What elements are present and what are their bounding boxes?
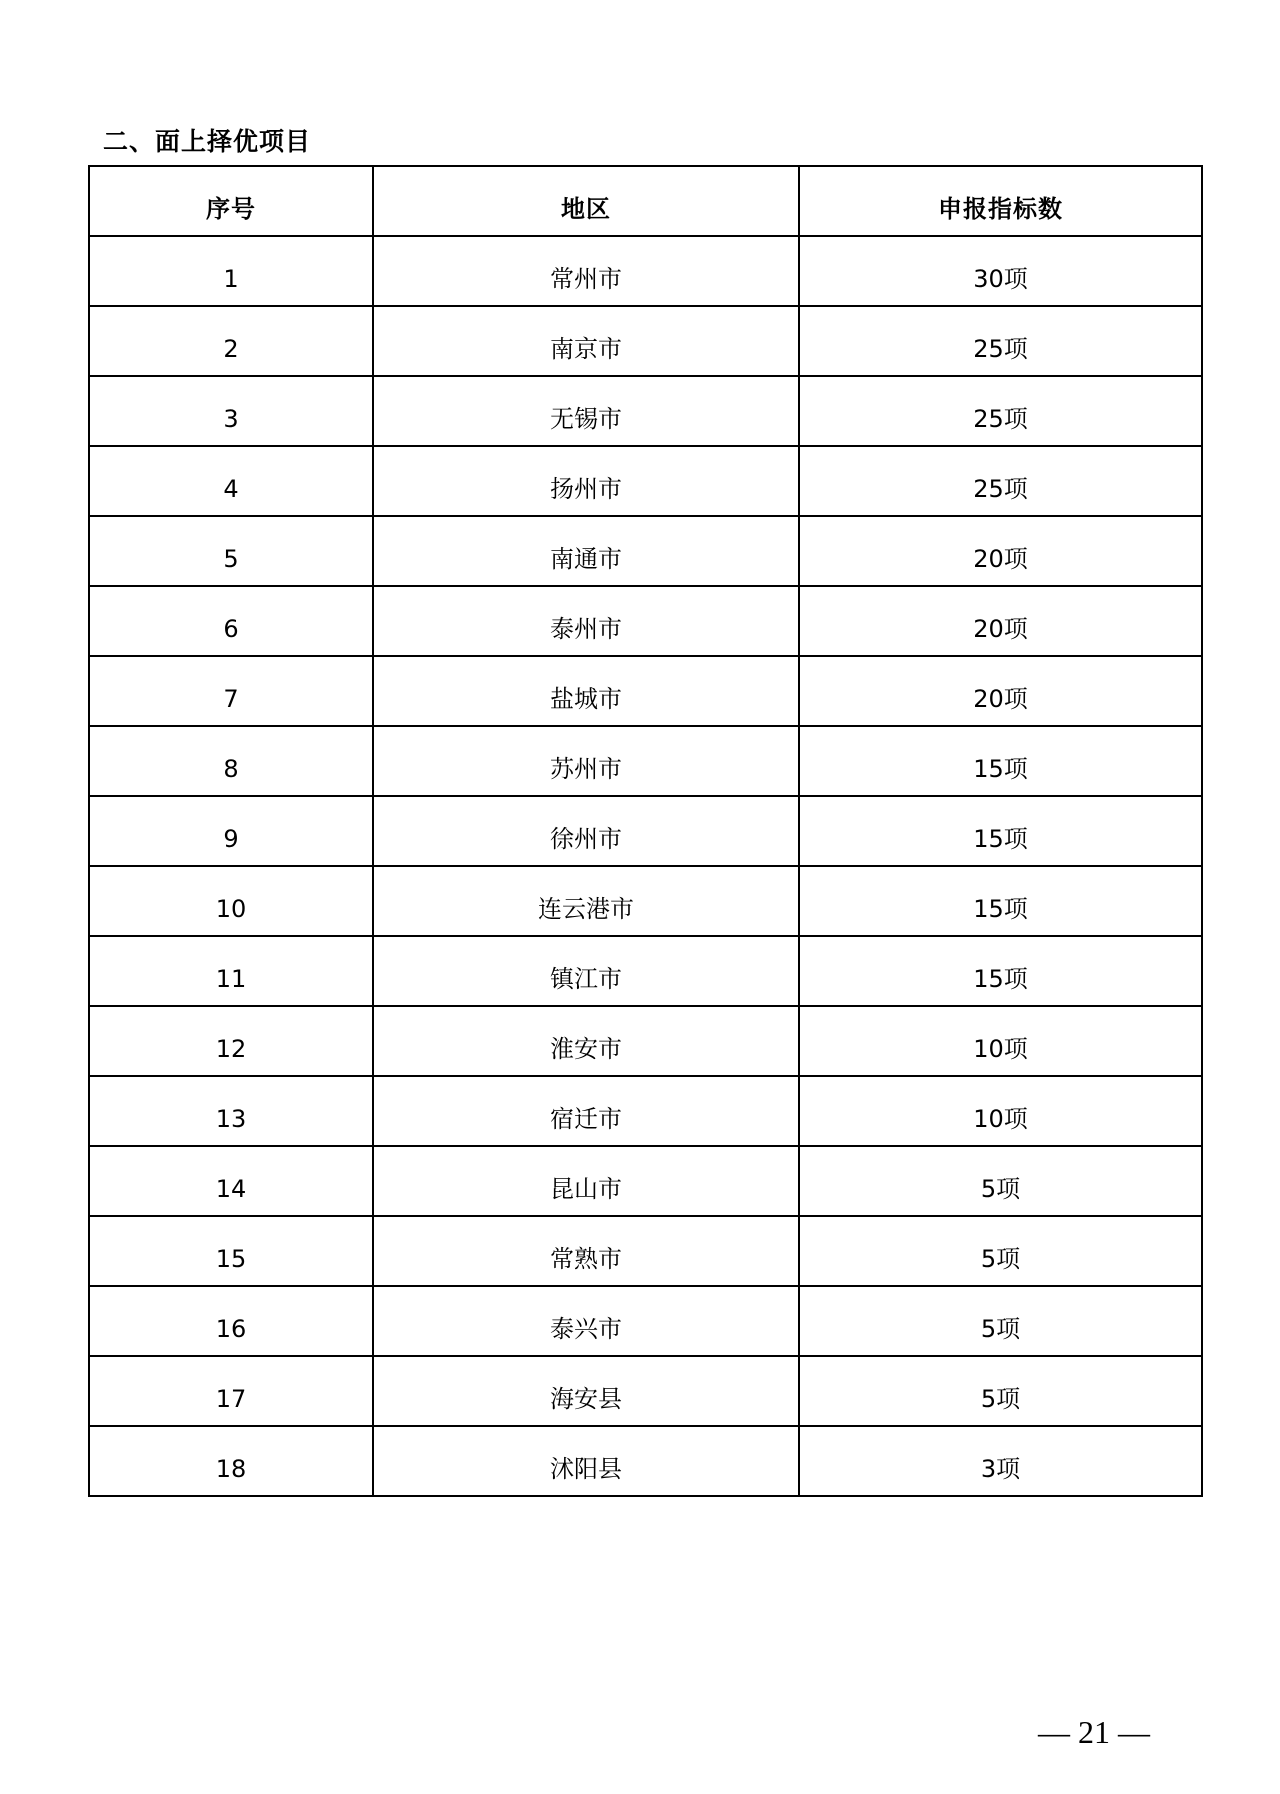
cell-region: 徐州市 (373, 796, 799, 866)
cell-quota: 25项 (799, 306, 1202, 376)
table-row (89, 516, 1202, 586)
header-region: 地区 (373, 166, 799, 236)
cell-region: 盐城市 (373, 656, 799, 726)
cell-quota: 15项 (799, 936, 1202, 1006)
cell-region: 海安县 (373, 1356, 799, 1426)
cell-serial-number: 17 (89, 1356, 373, 1426)
cell-quota: 20项 (799, 516, 1202, 586)
table-header-row (89, 166, 1202, 236)
cell-serial-number: 4 (89, 446, 373, 516)
cell-quota: 25项 (799, 446, 1202, 516)
cell-quota: 10项 (799, 1076, 1202, 1146)
cell-quota: 15项 (799, 796, 1202, 866)
cell-region: 常州市 (373, 236, 799, 306)
cell-serial-number: 14 (89, 1146, 373, 1216)
cell-region: 常熟市 (373, 1216, 799, 1286)
cell-region: 镇江市 (373, 936, 799, 1006)
cell-quota: 15项 (799, 726, 1202, 796)
cell-serial-number: 16 (89, 1286, 373, 1356)
table-row (89, 376, 1202, 446)
section-heading: 二、面上择优项目 (103, 127, 312, 156)
cell-region: 淮安市 (373, 1006, 799, 1076)
table-row (89, 1426, 1202, 1496)
cell-serial-number: 11 (89, 936, 373, 1006)
quota-table (88, 165, 1203, 1497)
header-serial-number: 序号 (89, 166, 373, 236)
cell-serial-number: 8 (89, 726, 373, 796)
table-row (89, 1146, 1202, 1216)
cell-serial-number: 18 (89, 1426, 373, 1496)
cell-quota: 20项 (799, 586, 1202, 656)
table-row (89, 306, 1202, 376)
cell-serial-number: 10 (89, 866, 373, 936)
cell-quota: 5项 (799, 1286, 1202, 1356)
cell-quota: 5项 (799, 1356, 1202, 1426)
cell-serial-number: 3 (89, 376, 373, 446)
cell-quota: 15项 (799, 866, 1202, 936)
cell-serial-number: 7 (89, 656, 373, 726)
cell-region: 沭阳县 (373, 1426, 799, 1496)
table-row (89, 866, 1202, 936)
cell-quota: 30项 (799, 236, 1202, 306)
cell-quota: 3项 (799, 1426, 1202, 1496)
table-row (89, 586, 1202, 656)
cell-region: 昆山市 (373, 1146, 799, 1216)
table-row (89, 446, 1202, 516)
cell-serial-number: 2 (89, 306, 373, 376)
cell-region: 泰兴市 (373, 1286, 799, 1356)
cell-quota: 20项 (799, 656, 1202, 726)
cell-region: 苏州市 (373, 726, 799, 796)
cell-region: 连云港市 (373, 866, 799, 936)
table-row (89, 1216, 1202, 1286)
cell-quota: 5项 (799, 1146, 1202, 1216)
cell-region: 南京市 (373, 306, 799, 376)
cell-quota: 10项 (799, 1006, 1202, 1076)
cell-serial-number: 15 (89, 1216, 373, 1286)
table-row (89, 936, 1202, 1006)
table-row (89, 796, 1202, 866)
cell-serial-number: 5 (89, 516, 373, 586)
cell-serial-number: 9 (89, 796, 373, 866)
table-row (89, 1286, 1202, 1356)
cell-region: 无锡市 (373, 376, 799, 446)
cell-quota: 25项 (799, 376, 1202, 446)
cell-region: 宿迁市 (373, 1076, 799, 1146)
page-number: — 21 — (1038, 1714, 1150, 1750)
cell-region: 泰州市 (373, 586, 799, 656)
table-row (89, 656, 1202, 726)
table-row (89, 1076, 1202, 1146)
table-row (89, 1356, 1202, 1426)
cell-quota: 5项 (799, 1216, 1202, 1286)
table-row (89, 236, 1202, 306)
table-row (89, 1006, 1202, 1076)
cell-region: 扬州市 (373, 446, 799, 516)
cell-serial-number: 13 (89, 1076, 373, 1146)
cell-serial-number: 1 (89, 236, 373, 306)
cell-region: 南通市 (373, 516, 799, 586)
cell-serial-number: 12 (89, 1006, 373, 1076)
header-quota: 申报指标数 (799, 166, 1202, 236)
table-row (89, 726, 1202, 796)
cell-serial-number: 6 (89, 586, 373, 656)
